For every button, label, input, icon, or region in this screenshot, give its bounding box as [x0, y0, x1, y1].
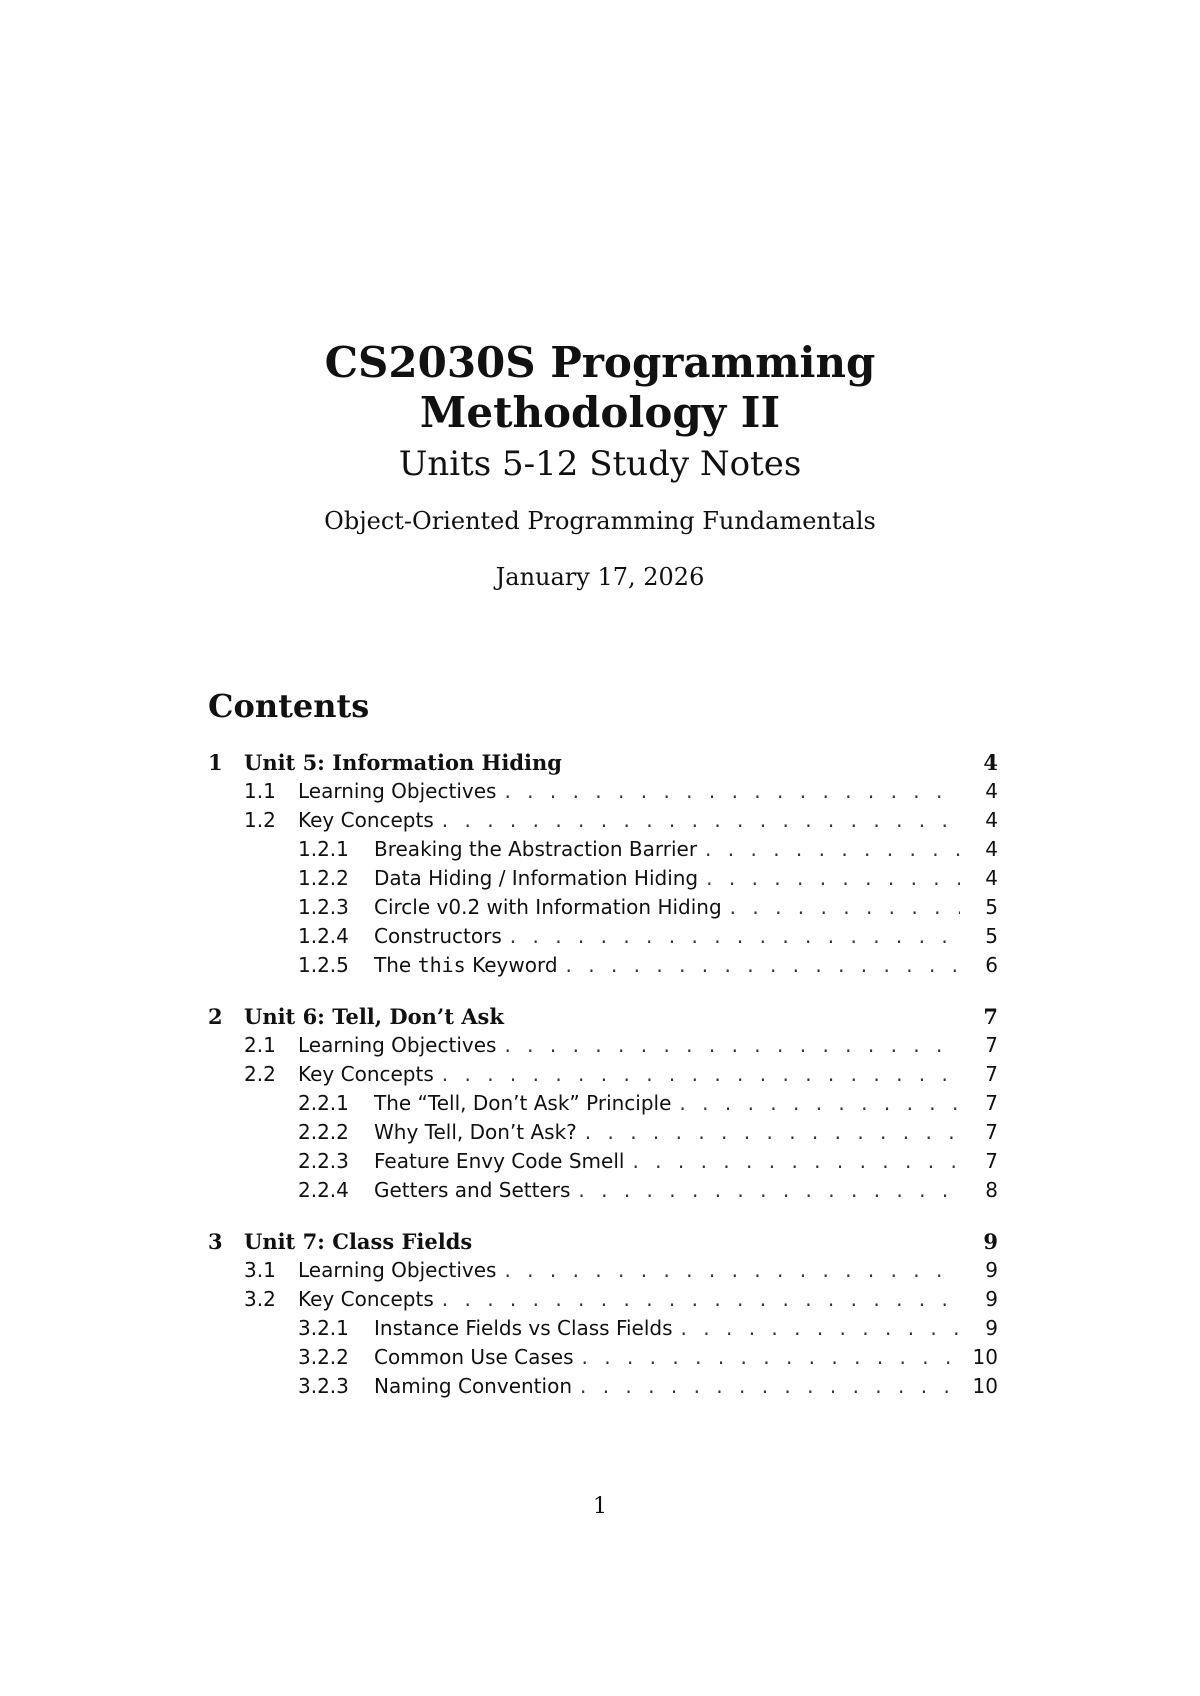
- toc-label: [374, 951, 558, 980]
- toc-page-number: 7: [983, 1004, 998, 1029]
- toc-entry-2-2-4[interactable]: [208, 1176, 998, 1205]
- toc-page-number: 4: [985, 779, 998, 803]
- contents-heading: Contents: [208, 687, 370, 725]
- toc-dot-leader: [504, 777, 960, 806]
- toc-page-number: 6: [985, 953, 998, 977]
- toc-label: Key Concepts: [298, 1062, 434, 1086]
- toc-number: 3.2.1: [298, 1316, 349, 1340]
- toc-page-number: 9: [983, 1229, 998, 1254]
- toc-number: 2.2.1: [298, 1091, 349, 1115]
- toc-page-number: 5: [985, 924, 998, 948]
- table-of-contents: [208, 748, 998, 1401]
- toc-label: Learning Objectives: [298, 779, 497, 803]
- toc-entry-2-2[interactable]: [208, 1060, 998, 1089]
- toc-dot-leader: [504, 1256, 960, 1285]
- toc-dot-leader: [632, 1147, 960, 1176]
- toc-entry-3-1[interactable]: [208, 1256, 998, 1285]
- toc-dot-leader: [504, 1031, 960, 1060]
- toc-number: 3: [208, 1229, 223, 1254]
- toc-entry-2-1[interactable]: [208, 1031, 998, 1060]
- toc-number: 1: [208, 750, 223, 775]
- toc-entry-3-2-3[interactable]: [208, 1372, 998, 1401]
- toc-number: 1.2.5: [298, 953, 349, 977]
- toc-page-number: 9: [985, 1287, 998, 1311]
- toc-number: 1.2.3: [298, 895, 349, 919]
- toc-page-number: 8: [985, 1178, 998, 1202]
- toc-dot-leader: [679, 1089, 960, 1118]
- toc-entry-1-2-1[interactable]: [208, 835, 998, 864]
- toc-label: Instance Fields vs Class Fields: [374, 1316, 673, 1340]
- toc-label: Unit 5: Information Hiding: [244, 750, 562, 775]
- toc-entry-3-2-2[interactable]: [208, 1343, 998, 1372]
- toc-page-number: 7: [985, 1033, 998, 1057]
- toc-dot-leader: [578, 1176, 960, 1205]
- toc-entry-2-2-3[interactable]: [208, 1147, 998, 1176]
- toc-dot-leader: [706, 864, 960, 893]
- toc-entry-1-2[interactable]: [208, 806, 998, 835]
- toc-dot-leader: [705, 835, 960, 864]
- toc-entry-1-2-4[interactable]: [208, 922, 998, 951]
- toc-label: Constructors: [374, 924, 502, 948]
- toc-number: 3.2.3: [298, 1374, 349, 1398]
- toc-page-number: 4: [985, 808, 998, 832]
- toc-entry-2-2-1[interactable]: [208, 1089, 998, 1118]
- toc-label: Unit 6: Tell, Don’t Ask: [244, 1004, 504, 1029]
- toc-number: 2.2.2: [298, 1120, 349, 1144]
- toc-dot-leader: [442, 806, 960, 835]
- toc-dot-leader: [585, 1118, 960, 1147]
- title-block: [200, 338, 1000, 592]
- toc-dot-leader: [510, 922, 960, 951]
- toc-label: Data Hiding / Information Hiding: [374, 866, 699, 890]
- toc-label: Circle v0.2 with Information Hiding: [374, 895, 722, 919]
- toc-entry-1-2-5[interactable]: [208, 951, 998, 980]
- toc-page-number: 9: [985, 1258, 998, 1282]
- toc-page-number: 5: [985, 895, 998, 919]
- toc-dot-leader: [580, 1372, 960, 1401]
- toc-number: 1.2.4: [298, 924, 349, 948]
- document-subtitle: Units 5-12 Study Notes: [398, 444, 802, 484]
- toc-page-number: 7: [985, 1120, 998, 1144]
- toc-number: 3.2.2: [298, 1345, 349, 1369]
- toc-number: 1.2: [244, 808, 276, 832]
- toc-entry-1-2-3[interactable]: [208, 893, 998, 922]
- toc-dot-leader: [730, 893, 960, 922]
- toc-number: 1.1: [244, 779, 276, 803]
- toc-section-2[interactable]: [208, 1002, 998, 1031]
- toc-page-number: 7: [985, 1062, 998, 1086]
- toc-page-number: 7: [985, 1149, 998, 1173]
- toc-label-suffix: Keyword: [465, 953, 558, 977]
- document-date: January 17, 2026: [495, 563, 705, 591]
- toc-label-code: this: [417, 953, 466, 977]
- toc-section-3[interactable]: [208, 1227, 998, 1256]
- toc-page-number: 4: [985, 866, 998, 890]
- toc-number: 2.2.3: [298, 1149, 349, 1173]
- toc-number: 2: [208, 1004, 223, 1029]
- toc-number: 1.2.2: [298, 866, 349, 890]
- toc-number: 3.2: [244, 1287, 276, 1311]
- toc-label: Breaking the Abstraction Barrier: [374, 837, 698, 861]
- document-topic: Object-Oriented Programming Fundamentals: [324, 507, 876, 535]
- toc-label: Naming Convention: [374, 1374, 572, 1398]
- toc-entry-3-2[interactable]: [208, 1285, 998, 1314]
- toc-number: 2.2: [244, 1062, 276, 1086]
- toc-label: Common Use Cases: [374, 1345, 574, 1369]
- toc-number: 3.1: [244, 1258, 276, 1282]
- toc-dot-leader: [442, 1285, 960, 1314]
- toc-label: Learning Objectives: [298, 1258, 497, 1282]
- toc-dot-leader: [681, 1314, 960, 1343]
- toc-dot-leader: [442, 1060, 960, 1089]
- toc-page-number: 9: [985, 1316, 998, 1340]
- document-title: CS2030S Programming Methodology II: [324, 338, 876, 437]
- toc-entry-2-2-2[interactable]: [208, 1118, 998, 1147]
- toc-label-prefix: The: [374, 953, 418, 977]
- toc-number: 2.1: [244, 1033, 276, 1057]
- toc-label: Unit 7: Class Fields: [244, 1229, 473, 1254]
- toc-page-number: 7: [985, 1091, 998, 1115]
- toc-label: The “Tell, Don’t Ask” Principle: [374, 1091, 672, 1115]
- toc-entry-3-2-1[interactable]: [208, 1314, 998, 1343]
- page-number: 1: [593, 1494, 607, 1519]
- toc-page-number: 4: [983, 750, 998, 775]
- toc-label: Key Concepts: [298, 808, 434, 832]
- toc-dot-leader: [566, 951, 960, 980]
- toc-label: Learning Objectives: [298, 1033, 497, 1057]
- toc-page-number: 10: [972, 1374, 998, 1398]
- toc-page-number: 10: [972, 1345, 998, 1369]
- toc-label: Why Tell, Don’t Ask?: [374, 1120, 577, 1144]
- toc-entry-1-1[interactable]: [208, 777, 998, 806]
- toc-section-1[interactable]: [208, 748, 998, 777]
- toc-label: Key Concepts: [298, 1287, 434, 1311]
- toc-dot-leader: [582, 1343, 960, 1372]
- toc-entry-1-2-2[interactable]: [208, 864, 998, 893]
- toc-number: 2.2.4: [298, 1178, 349, 1202]
- toc-number: 1.2.1: [298, 837, 349, 861]
- toc-label: Feature Envy Code Smell: [374, 1149, 625, 1173]
- toc-label: Getters and Setters: [374, 1178, 571, 1202]
- toc-page-number: 4: [985, 837, 998, 861]
